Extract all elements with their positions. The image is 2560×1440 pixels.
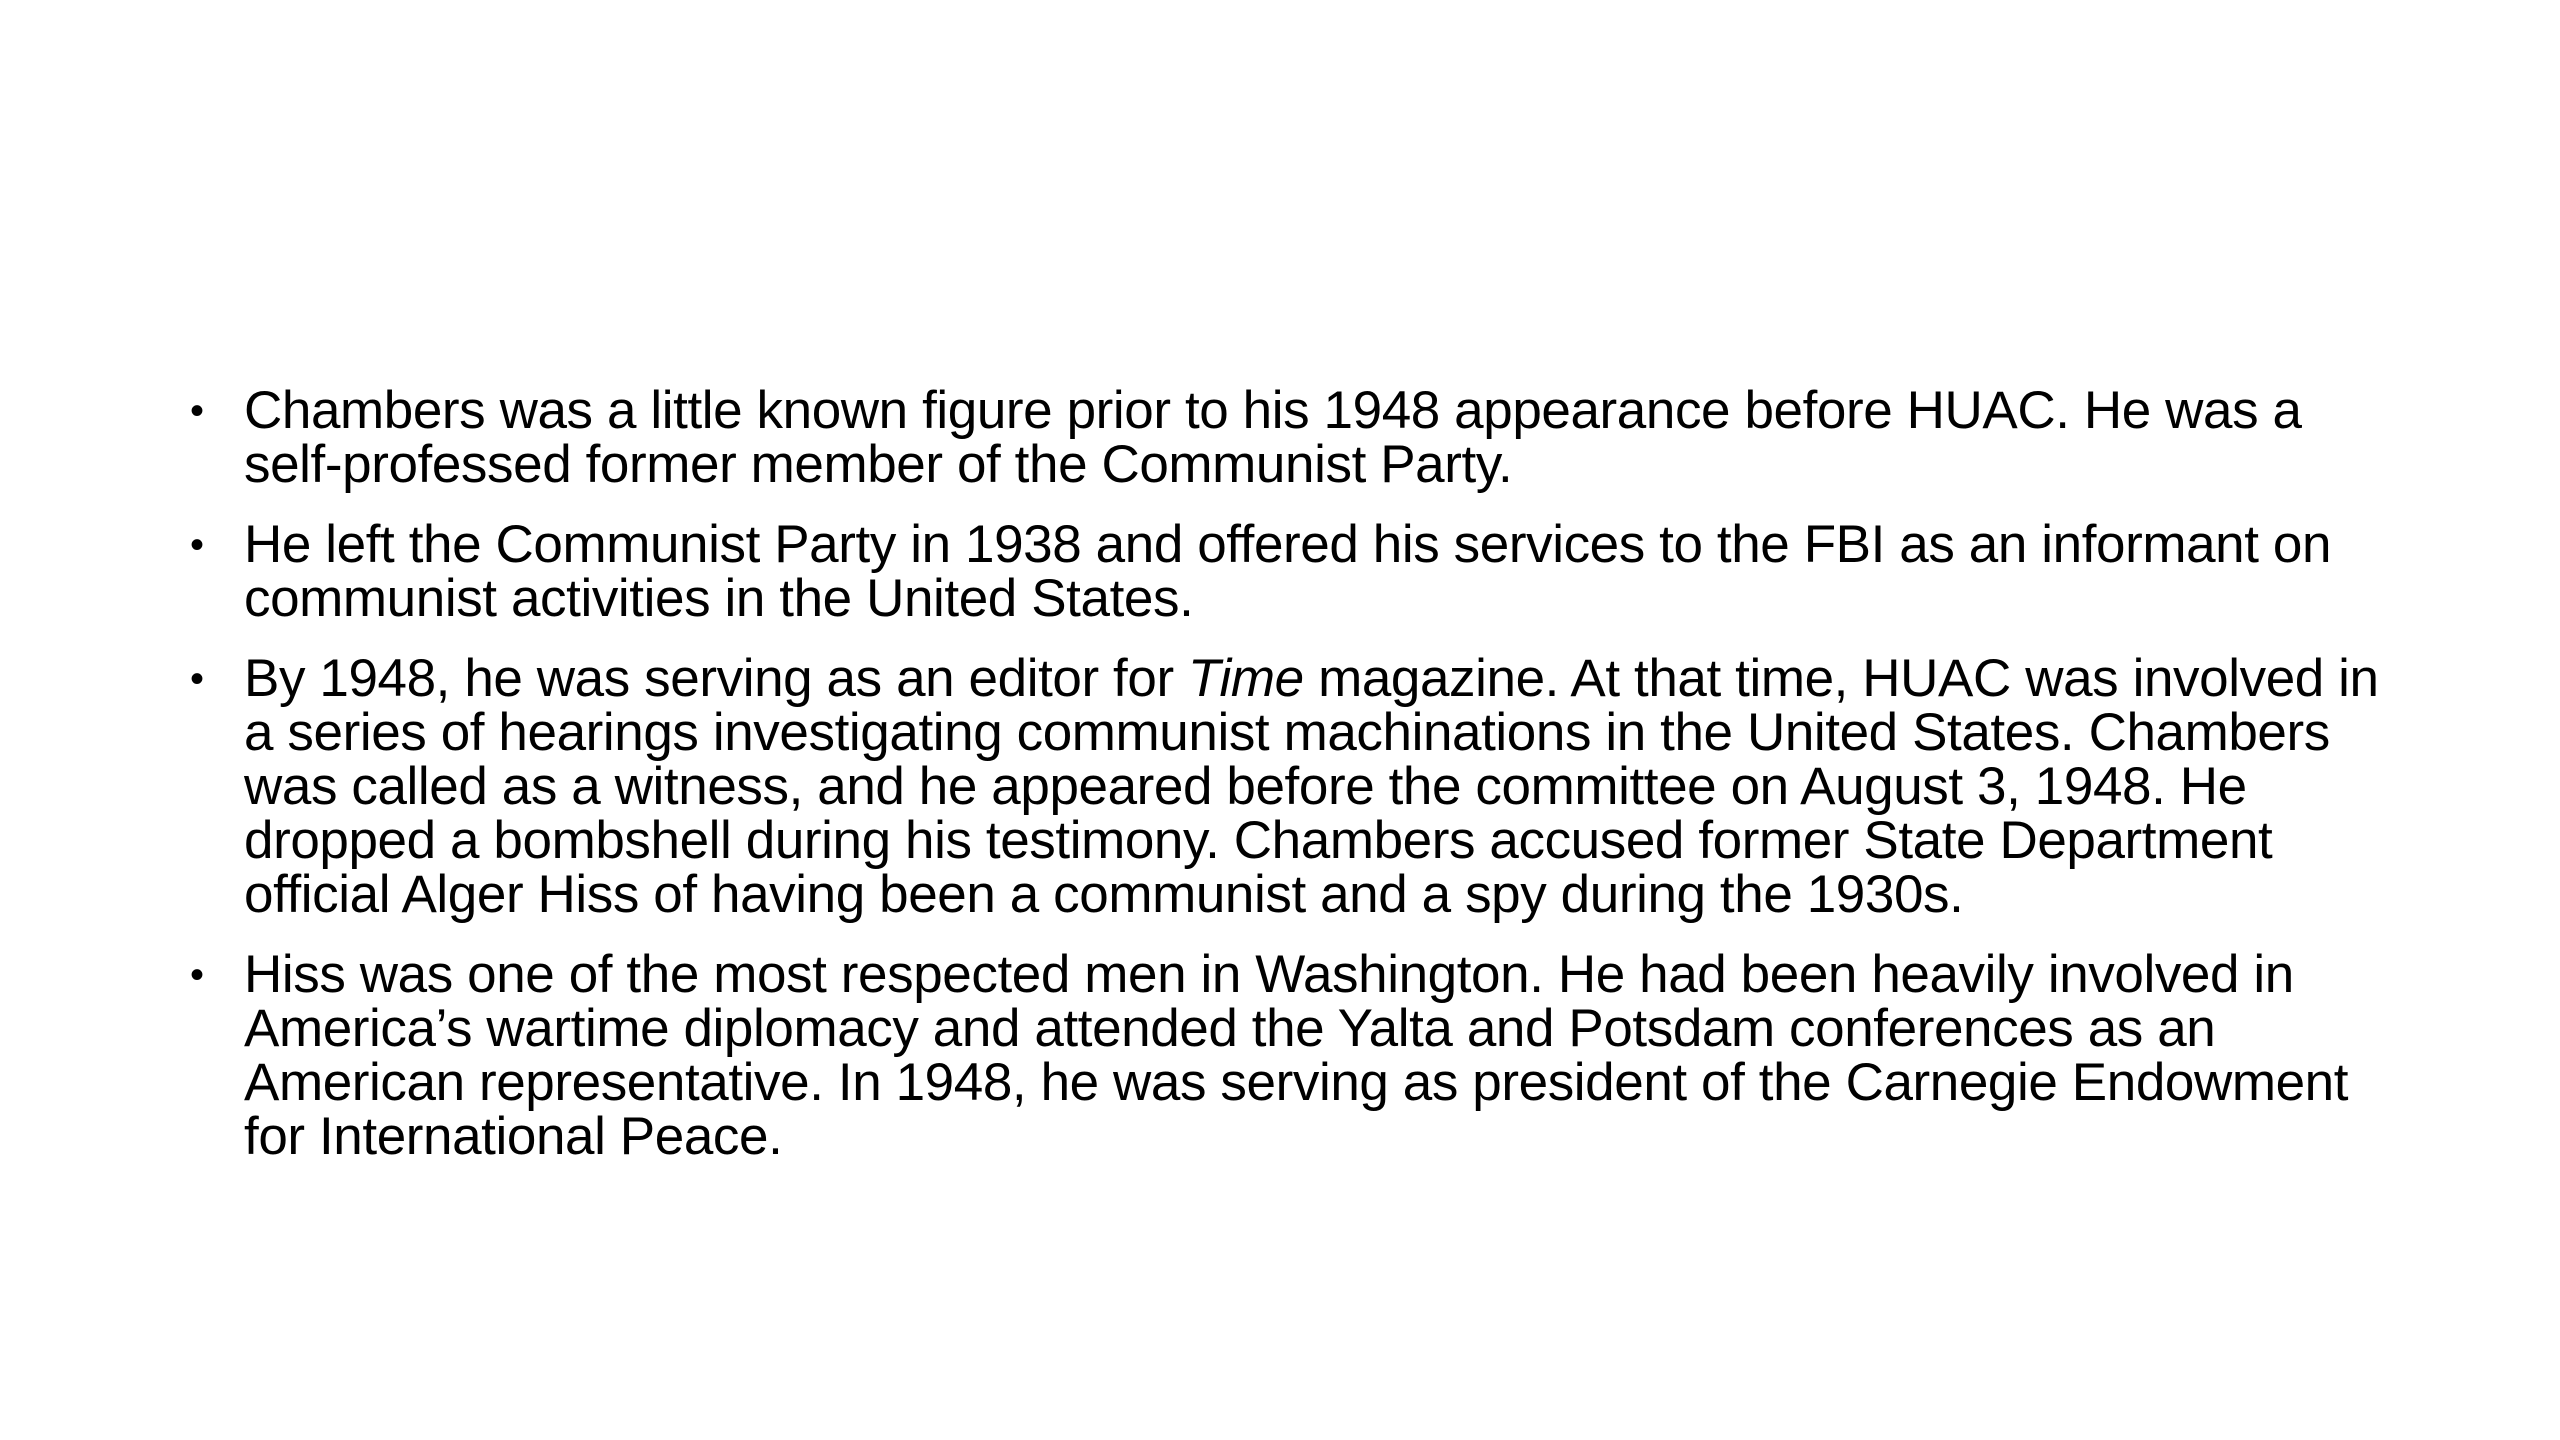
bullet-marker: • [190,523,204,567]
bullet-marker: • [190,657,204,701]
slide-body [190,381,2410,1190]
bullet-text: Hiss was one of the most respected men in Washington. He had been heavily involved in America’s wartime diplomacy and attended the Yalta and Potsdam conferences as an American representative. In 1948, he was serving as president of the Carnegie Endowment for International Peace. [244,945,2349,1166]
magazine-title: Time [1188,649,1304,708]
bullet-text: Chambers was a little known figure prior to his 1948 appearance before HUAC. He was a self-professed former member of the Communist Party. [244,381,2302,494]
bullet-text-before: By 1948, he was serving as an editor for [244,649,1189,708]
bullet-item [190,381,2410,494]
bullet-item [190,515,2410,628]
bullet-item [190,649,2410,924]
bullet-marker: • [190,953,204,997]
bullet-marker: • [190,389,204,433]
bullet-text: He left the Communist Party in 1938 and offered his services to the FBI as an informant on communist activities in the United States. [244,515,2332,628]
bullet-list [190,381,2410,1166]
bullet-item [190,945,2410,1166]
bullet-text-after: magazine. At that time, HUAC was involved in a series of hearings investigating communist machinations in the United States. Chambers was called as a witness, and he appeared before the committee on August 3, 1948. He dropped a bombshell during his testimony. Chambers accused former State Department official Alger Hiss of having been a communist and a spy during the 1930s. [244,649,2379,924]
